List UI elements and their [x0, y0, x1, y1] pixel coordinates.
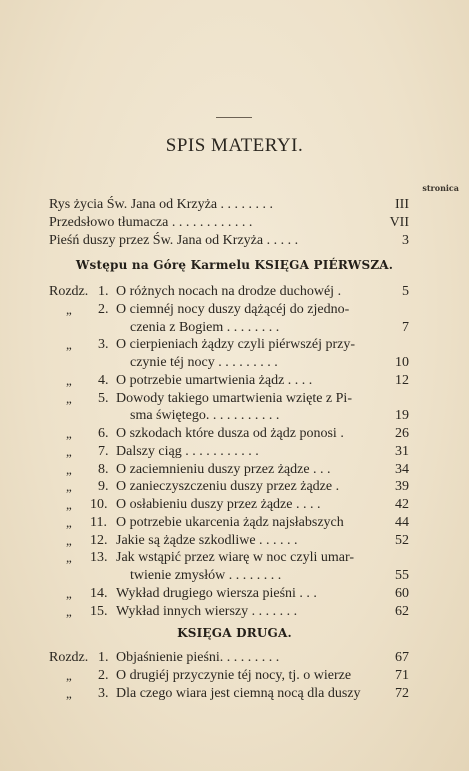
chapter-title: O potrzebie ukarcenia żądz najsłabszych	[116, 514, 344, 530]
page-number: 26	[395, 426, 409, 441]
toc-entry	[0, 667, 469, 684]
entry-prefix: „	[66, 461, 72, 477]
page-number: III	[395, 197, 409, 212]
toc-entry	[0, 232, 469, 249]
chapter-title: twienie zmysłów . . . . . . . .	[130, 568, 282, 583]
entry-prefix: „	[66, 603, 72, 619]
entry-title: Pieśń duszy przez Św. Jana od Krzyża . . . . .	[49, 233, 299, 248]
chapter-number: 13.	[90, 550, 108, 566]
entry-prefix: „	[66, 337, 72, 353]
chapter-number: 5.	[98, 390, 109, 406]
entry-prefix: „	[66, 372, 72, 388]
entry-prefix: „	[66, 443, 72, 459]
toc-entry	[0, 567, 469, 584]
page-number: 19	[395, 408, 409, 424]
page-number: 34	[395, 461, 409, 477]
chapter-number: 1.	[98, 284, 109, 299]
entry-prefix: Rozdz.	[49, 650, 89, 665]
chapter-title: Objaśnienie pieśni. . . . . . . . .	[116, 650, 280, 665]
entry-prefix: „	[66, 514, 72, 530]
toc-entry	[0, 283, 469, 300]
page-number: 7	[402, 319, 409, 335]
toc-entry	[0, 532, 469, 549]
chapter-title: O różnych nocach na drodze duchowéj .	[116, 284, 342, 299]
chapter-number: 3.	[98, 686, 109, 701]
toc-entry	[0, 603, 469, 620]
toc-entry	[0, 301, 469, 318]
chapter-title: sma świętego. . . . . . . . . . .	[130, 408, 280, 424]
chapter-number: 7.	[98, 443, 109, 459]
chapter-number: 10.	[90, 497, 108, 512]
page-number: 60	[395, 585, 409, 601]
toc-entry	[0, 425, 469, 442]
toc-entry	[0, 549, 469, 566]
entry-prefix: „	[66, 497, 72, 512]
toc-entry	[0, 685, 469, 702]
chapter-title: Jakie są żądze szkodliwe . . . . . .	[116, 532, 298, 548]
toc-entry	[0, 319, 469, 336]
chapter-title: O szkodach które dusza od żądz ponosi .	[116, 426, 344, 441]
page-number: 5	[402, 284, 409, 299]
page-number: 52	[395, 532, 409, 548]
chapter-number: 6.	[98, 426, 109, 441]
entry-prefix: „	[66, 668, 72, 683]
chapter-number: 12.	[90, 532, 108, 548]
chapter-title: O cierpieniach żądzy czyli piérwszéj przy-	[116, 337, 356, 353]
toc-entry	[0, 336, 469, 353]
chapter-number: 1.	[98, 650, 109, 665]
book2-heading: KSIĘGA DRUGA.	[177, 626, 292, 640]
page-number: 62	[395, 603, 409, 619]
toc-entry	[0, 461, 469, 478]
page-title: SPIS MATERYI.	[165, 135, 304, 156]
toc-entry	[0, 390, 469, 407]
toc-entry	[0, 585, 469, 602]
chapter-number: 3.	[98, 337, 109, 353]
page-number: 71	[395, 668, 409, 683]
entry-prefix: „	[66, 550, 72, 566]
page-number: 72	[395, 686, 409, 701]
page-number: 55	[395, 568, 409, 583]
toc-entry	[0, 407, 469, 424]
chapter-number: 11.	[90, 514, 107, 530]
entry-title: Rys życia Św. Jana od Krzyża . . . . . . . .	[49, 197, 274, 212]
top-rule	[216, 117, 252, 118]
toc-entry	[0, 478, 469, 495]
entry-prefix: „	[66, 585, 72, 601]
chapter-number: 4.	[98, 372, 109, 388]
page-number: 42	[395, 497, 409, 512]
chapter-title: Jak wstąpić przez wiarę w noc czyli umar-	[116, 550, 354, 566]
chapter-title: Dalszy ciąg . . . . . . . . . . .	[116, 443, 259, 459]
entry-prefix: Rozdz.	[49, 284, 89, 299]
page-number: 67	[395, 650, 409, 665]
toc-entry	[0, 354, 469, 371]
chapter-number: 15.	[90, 603, 108, 619]
page-number: 39	[395, 479, 409, 495]
chapter-title: Wykład innych wierszy . . . . . . .	[116, 603, 298, 619]
entry-prefix: „	[66, 686, 72, 701]
entry-prefix: „	[66, 479, 72, 495]
page-number: 44	[395, 514, 409, 530]
chapter-title: O ciemnéj nocy duszy dążącéj do zjedno-	[116, 301, 350, 317]
toc-entry	[0, 649, 469, 666]
chapter-number: 2.	[98, 301, 109, 317]
page-number: 31	[395, 443, 409, 459]
toc-entry	[0, 443, 469, 460]
toc-entry	[0, 214, 469, 231]
chapter-number: 2.	[98, 668, 109, 683]
chapter-title: O zaciemnieniu duszy przez żądze . . .	[116, 461, 331, 477]
book1-heading: Wstępu na Górę Karmelu KSIĘGA PIÉRWSZA.	[75, 258, 394, 272]
toc-entry	[0, 496, 469, 513]
page-number: 12	[395, 372, 409, 388]
entry-prefix: „	[66, 426, 72, 441]
toc-entry	[0, 372, 469, 389]
page-number: 3	[402, 233, 409, 248]
chapter-title: O zanieczyszczeniu duszy przez żądze .	[116, 479, 340, 495]
chapter-title: O potrzebie umartwienia żądz . . . .	[116, 372, 313, 388]
page-number: VII	[389, 215, 409, 230]
chapter-title: Dowody takiego umartwienia wzięte z Pi-	[116, 390, 352, 406]
entry-prefix: „	[66, 390, 72, 406]
chapter-number: 14.	[90, 585, 108, 601]
entry-prefix: „	[66, 301, 72, 317]
chapter-title: czenia z Bogiem . . . . . . . .	[130, 319, 280, 335]
entry-prefix: „	[66, 532, 72, 548]
page-number: 10	[395, 355, 409, 370]
chapter-number: 8.	[98, 461, 109, 477]
chapter-title: czynie téj nocy . . . . . . . . .	[130, 355, 278, 370]
toc-entry	[0, 514, 469, 531]
toc-entry	[0, 196, 469, 213]
chapter-number: 9.	[98, 479, 109, 495]
chapter-title: O drugiéj przyczynie téj nocy, tj. o wierze	[116, 668, 352, 683]
chapter-title: O osłabieniu duszy przez żądze . . . .	[116, 497, 321, 512]
entry-title: Przedsłowo tłumacza . . . . . . . . . . . .	[49, 215, 253, 230]
chapter-title: Wykład drugiego wiersza pieśni . . .	[116, 585, 317, 601]
page-column-label: stronica	[422, 183, 459, 193]
chapter-title: Dla czego wiara jest ciemną nocą dla duszy	[116, 686, 361, 701]
